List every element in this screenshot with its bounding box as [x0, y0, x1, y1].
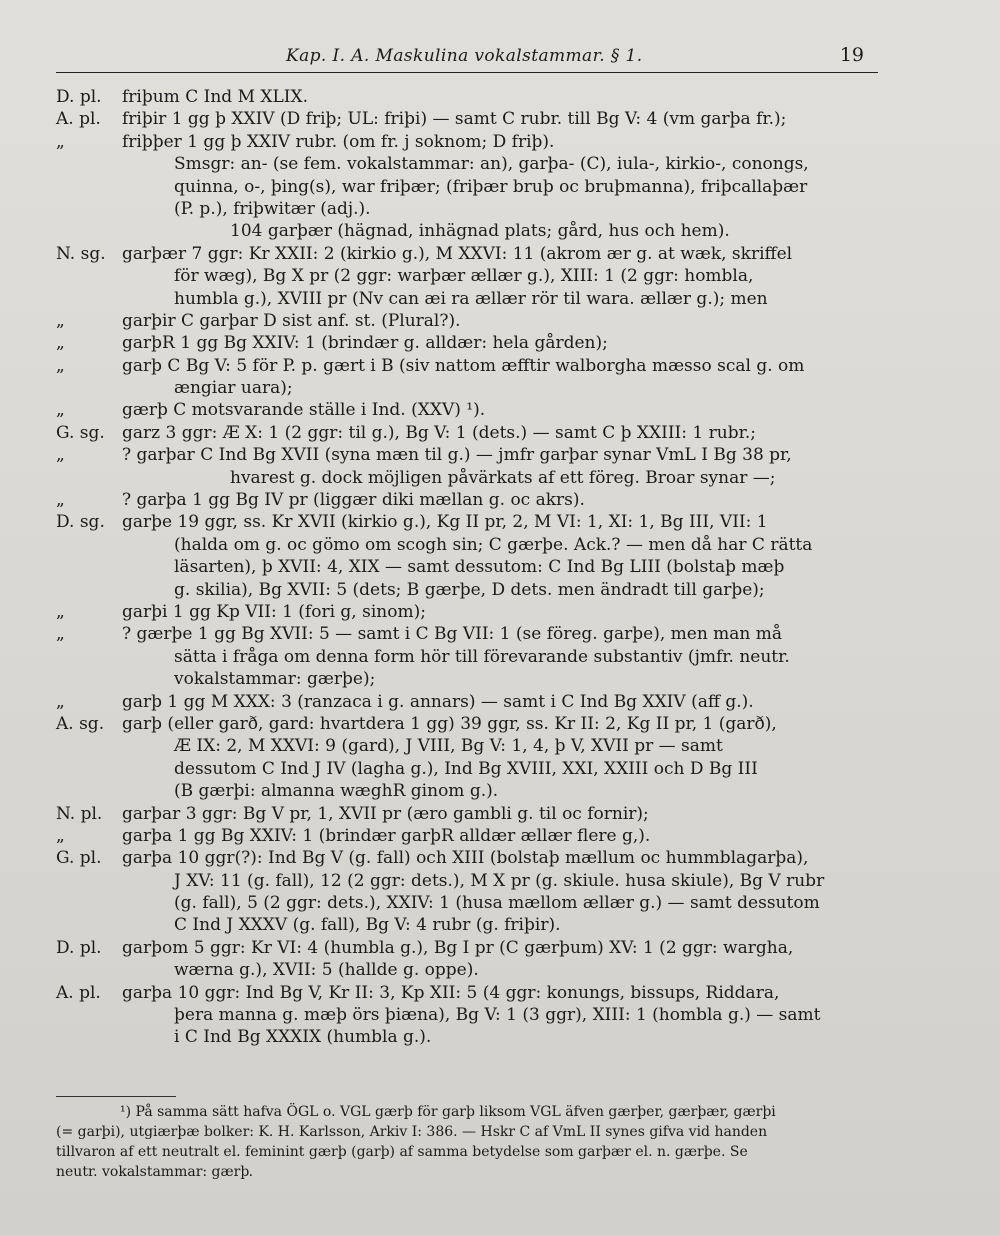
text-line: [56, 959, 882, 981]
line-text: g. skilia), Bg XVII: 5 (dets; B gærþe, D dets. men ändradt till garþe);: [174, 579, 765, 600]
case-label: „: [56, 400, 65, 421]
text-line: [56, 646, 882, 668]
text-line: [56, 176, 882, 198]
line-text: gærþ C motsvarande ställe i Ind. (XXV) ¹).: [122, 400, 486, 421]
line-text: garþær 7 ggr: Kr XXII: 2 (kirkio g.), M XXVI: 11 (akrom ær g. at wæk, skriffel: [122, 243, 793, 264]
line-text: läsarten), þ XVII: 4, XIX — samt dessutom: C Ind Bg LIII (bolstaþ mæþ: [174, 557, 785, 578]
line-text: garþom 5 ggr: Kr VI: 4 (humbla g.), Bg I pr (C gærþum) XV: 1 (2 ggr: wargha,: [122, 937, 794, 958]
line-text: garþa 10 ggr(?): Ind Bg V (g. fall) och XIII (bolstaþ mællum oc hummblagarþa),: [122, 848, 809, 869]
case-label: „: [56, 490, 65, 511]
line-text: garþR 1 gg Bg XXIV: 1 (brindær g. alldær: hela gården);: [122, 333, 608, 354]
text-line: [56, 1026, 882, 1048]
text-line: [56, 623, 882, 645]
line-text: wærna g.), XVII: 5 (hallde g. oppe).: [174, 960, 479, 981]
line-text: J XV: 11 (g. fall), 12 (2 ggr: dets.), M X pr (g. skiule. husa skiule), Bg V rubr: [174, 870, 825, 891]
line-text: garþa 10 ggr: Ind Bg V, Kr II: 3, Kp XII: 5 (4 ggr: konungs, bissups, Riddara,: [122, 982, 780, 1003]
text-line: [56, 243, 882, 265]
text-line: [56, 265, 882, 287]
line-text: sätta i fråga om denna form hör till förevarande substantiv (jmfr. neutr.: [174, 646, 790, 667]
line-text: (B gærþi: almanna wæghR ginom g.).: [174, 781, 499, 802]
line-text: 104 garþær (hägnad, inhägnad plats; gård, hus och hem).: [230, 221, 730, 242]
line-text: (halda om g. oc gömo om scogh sin; C gærþe. Ack.? — men då har C rätta: [174, 534, 813, 555]
text-line: [56, 332, 882, 354]
line-text: garþ (eller garð, gard: hvartdera 1 gg) 39 ggr, ss. Kr II: 2, Kg II pr, 1 (garð),: [122, 713, 777, 734]
footnote-line: [56, 1142, 882, 1162]
line-text: C Ind J XXXV (g. fall), Bg V: 4 rubr (g. friþir).: [174, 915, 561, 936]
text-line: [56, 982, 882, 1004]
text-line: [56, 153, 882, 175]
text-line: [56, 758, 882, 780]
case-label: A. pl.: [56, 982, 101, 1003]
text-line: [56, 310, 882, 332]
line-text: ? garþa 1 gg Bg IV pr (liggær diki mællan g. oc akrs).: [122, 490, 585, 511]
line-text: þera manna g. mæþ örs þiæna), Bg V: 1 (3 ggr), XIII: 1 (hombla g.) — samt: [174, 1005, 821, 1026]
main-text: [56, 86, 882, 1049]
case-label: „: [56, 601, 65, 622]
case-label: D. sg.: [56, 512, 105, 533]
text-line: [56, 556, 882, 578]
line-text: garþir C garþar D sist anf. st. (Plural?).: [122, 310, 461, 331]
text-line: [56, 86, 882, 108]
text-line: [56, 108, 882, 130]
line-text: garþ 1 gg M XXX: 3 (ranzaca i g. annars) — samt i C Ind Bg XXIV (aff g.).: [122, 691, 754, 712]
text-line: [56, 668, 882, 690]
line-text: garþa 1 gg Bg XXIV: 1 (brindær garþR alldær ællær flere g,).: [122, 825, 651, 846]
footnote-line: [56, 1122, 882, 1142]
text-line: [56, 288, 882, 310]
line-text: dessutom C Ind J IV (lagha g.), Ind Bg XVIII, XXI, XXIII och D Bg III: [174, 758, 758, 779]
line-text: (g. fall), 5 (2 ggr: dets.), XXIV: 1 (husa mællom ællær g.) — samt dessutom: [174, 893, 820, 914]
line-text: quinna, o-, þing(s), war friþær; (friþær bruþ oc bruþmanna), friþcallaþær: [174, 176, 808, 197]
line-text: Smsgr: an- (se fem. vokalstammar: an), garþa- (C), iula-, kirkio-, conongs,: [174, 154, 809, 175]
footnote-text: (= garþi), utgiærþæ bolker: K. H. Karlsson, Arkiv I: 386. — Hskr C af VmL II synes gifva vid handen: [56, 1124, 768, 1140]
line-text: garþe 19 ggr, ss. Kr XVII (kirkio g.), Kg II pr, 2, M VI: 1, XI: 1, Bg III, VII: 1: [122, 512, 768, 533]
text-line: [56, 131, 882, 153]
text-line: [56, 870, 882, 892]
text-line: [56, 1004, 882, 1026]
case-label: N. pl.: [56, 803, 103, 824]
line-text: hvarest g. dock möjligen påvärkats af ett föreg. Broar synar —;: [230, 467, 776, 488]
text-line: [56, 489, 882, 511]
text-line: [56, 511, 882, 533]
text-line: [56, 892, 882, 914]
page-number: 19: [839, 44, 864, 66]
case-label: D. pl.: [56, 937, 102, 958]
case-label: A. sg.: [56, 713, 105, 734]
text-line: [56, 780, 882, 802]
text-line: [56, 825, 882, 847]
text-line: [56, 377, 882, 399]
text-line: [56, 735, 882, 757]
text-line: [56, 467, 882, 489]
case-label: „: [56, 310, 65, 331]
line-text: vokalstammar: gærþe);: [174, 669, 376, 690]
case-label: D. pl.: [56, 87, 102, 107]
case-label: N. sg.: [56, 243, 106, 264]
line-text: ? garþar C Ind Bg XVII (syna mæn til g.) — jmfr garþar synar VmL I Bg 38 pr,: [122, 445, 792, 466]
footnote-text: neutr. vokalstammar: gærþ.: [56, 1164, 254, 1180]
text-line: [56, 198, 882, 220]
text-line: [56, 534, 882, 556]
line-text: garþ C Bg V: 5 för P. p. gært i B (siv nattom æfftir walborgha mæsso scal g. om: [122, 355, 805, 376]
case-label: G. pl.: [56, 848, 102, 869]
line-text: ? gærþe 1 gg Bg XVII: 5 — samt i C Bg VII: 1 (se föreg. garþe), men man må: [122, 624, 783, 645]
line-text: garþar 3 ggr: Bg V pr, 1, XVII pr (æro gambli g. til oc fornir);: [122, 803, 649, 824]
footnote-text: tillvaron af ett neutralt el. feminint gærþ (garþ) af samma betydelse som garþær el. n. gærþe. Se: [56, 1144, 748, 1160]
footnote-divider: [56, 1096, 176, 1097]
line-text: för wæg), Bg X pr (2 ggr: warþær ællær g.), XIII: 1 (2 ggr: hombla,: [174, 266, 754, 287]
text-line: [56, 399, 882, 421]
text-line: [56, 355, 882, 377]
case-label: „: [56, 825, 65, 846]
text-line: [56, 579, 882, 601]
line-text: ængiar uara);: [174, 378, 293, 399]
case-label: A. pl.: [56, 109, 101, 130]
text-line: [56, 937, 882, 959]
text-line: [56, 713, 882, 735]
footnote-line: [56, 1162, 882, 1182]
case-label: „: [56, 131, 65, 152]
page-header: [56, 44, 878, 73]
text-line: [56, 803, 882, 825]
line-text: friþþer 1 gg þ XXIV rubr. (om fr. j soknom; D friþ).: [122, 131, 555, 152]
line-text: garþi 1 gg Kp VII: 1 (fori g, sinom);: [122, 601, 426, 622]
text-line: [56, 914, 882, 936]
text-line: [56, 691, 882, 713]
line-text: garz 3 ggr: Æ X: 1 (2 ggr: til g.), Bg V: 1 (dets.) — samt C þ XXIII: 1 rubr.;: [122, 422, 756, 443]
text-line: [56, 847, 882, 869]
case-label: „: [56, 624, 65, 645]
case-label: „: [56, 445, 65, 466]
footnote-line: [56, 1102, 882, 1122]
running-title: Kap. I. A. Maskulina vokalstammar. § 1.: [286, 46, 643, 66]
case-label: „: [56, 691, 65, 712]
text-line: [56, 601, 882, 623]
line-text: (P. p.), friþwitær (adj.).: [174, 198, 371, 219]
case-label: „: [56, 355, 65, 376]
case-label: „: [56, 333, 65, 354]
line-text: friþum C Ind M XLIX.: [122, 87, 308, 107]
footnotes: [56, 1102, 882, 1182]
text-line: [56, 444, 882, 466]
line-text: i C Ind Bg XXXIX (humbla g.).: [174, 1027, 432, 1048]
line-text: humbla g.), XVIII pr (Nv can æi ra ællær rör til wara. ællær g.); men: [174, 288, 768, 309]
line-text: Æ IX: 2, M XXVI: 9 (gard), J VIII, Bg V: 1, 4, þ V, XVII pr — samt: [174, 736, 723, 757]
case-label: G. sg.: [56, 422, 105, 443]
footnote-text: ¹) På samma sätt hafva ÖGL o. VGL gærþ för garþ liksom VGL äfven gærþer, gærþær, gærþi: [120, 1104, 776, 1120]
line-text: friþir 1 gg þ XXIV (D friþ; UL: friþi) — samt C rubr. till Bg V: 4 (vm garþa fr.);: [122, 109, 787, 130]
text-line: [56, 422, 882, 444]
text-line: [56, 220, 882, 242]
